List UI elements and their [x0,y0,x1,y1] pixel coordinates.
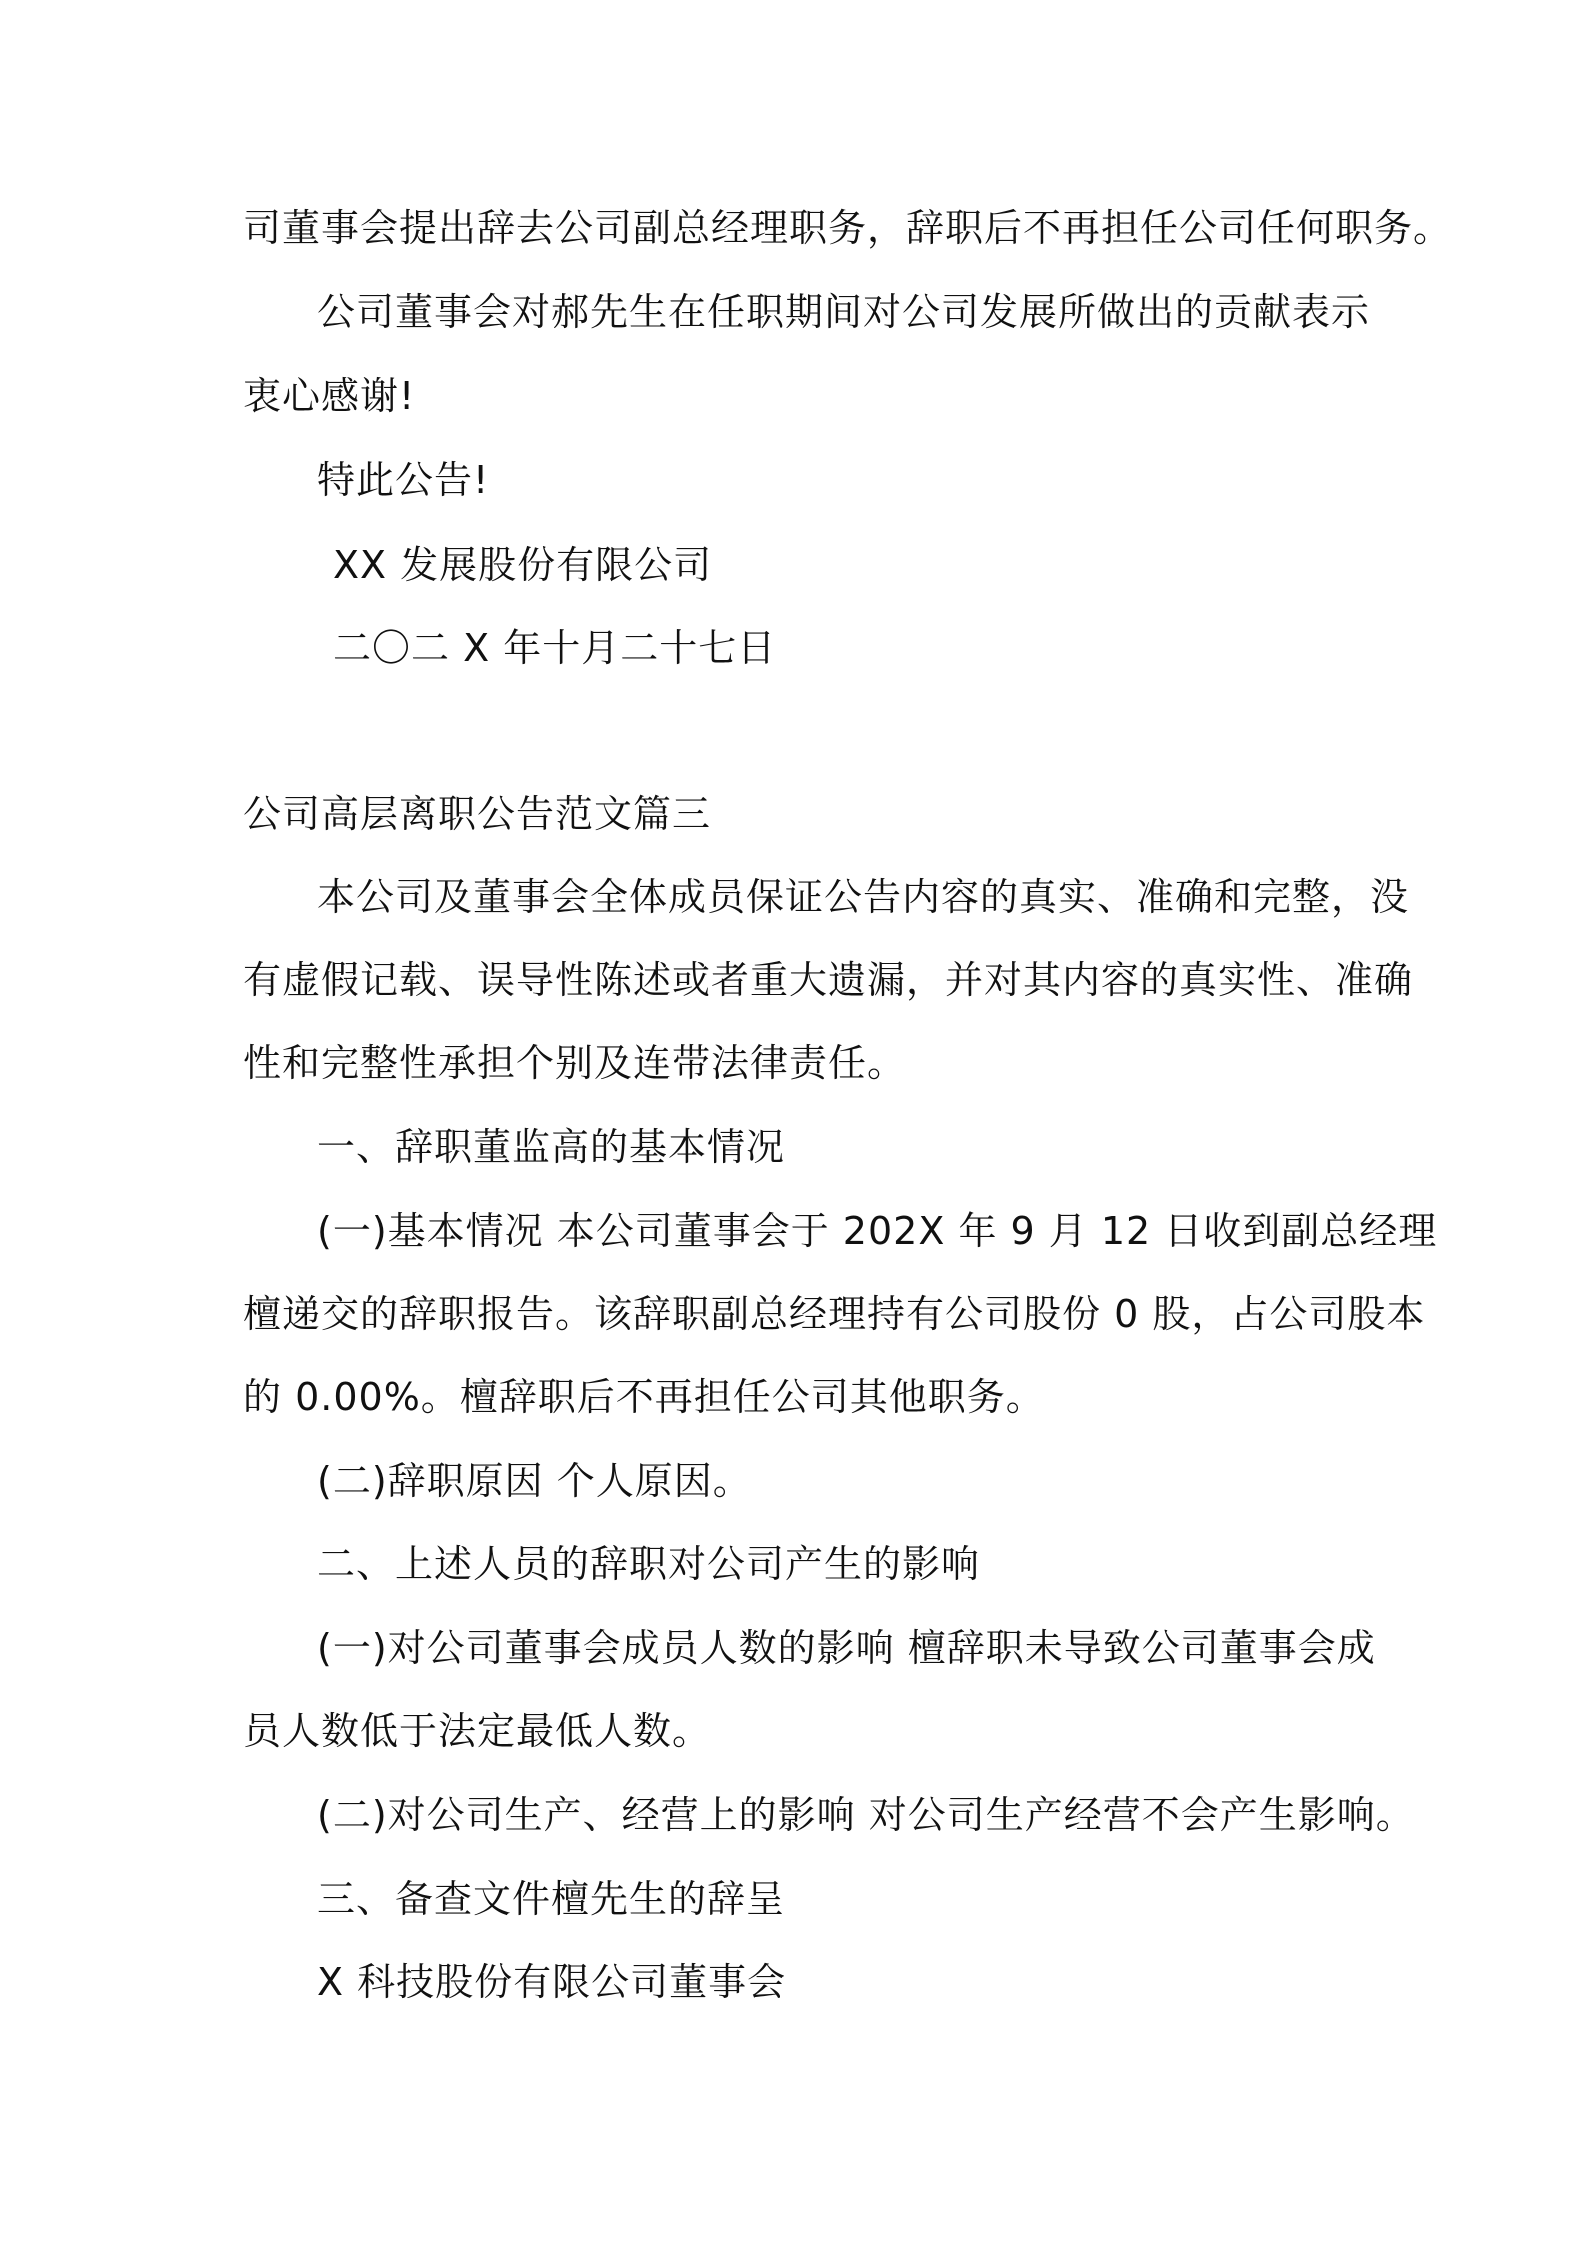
paragraph-line: 性和完整性承担个别及连带法律责任。 [243,1041,907,1085]
paragraph-line: 有虚假记载、误导性陈述或者重大遗漏，并对其内容的真实性、准确 [243,958,1414,1002]
heading-two: 二、上述人员的辞职对公司产生的影响 [317,1542,981,1586]
heading-three: 三、备查文件檀先生的辞呈 [317,1877,786,1921]
signature-board: X 科技股份有限公司董事会 [317,1960,787,2004]
paragraph-line: (一)对公司董事会成员人数的影响 檀辞职未导致公司董事会成 [317,1626,1376,1670]
paragraph-line: 司董事会提出辞去公司副总经理职务，辞职后不再担任公司任何职务。 [243,206,1453,250]
heading-one: 一、辞职董监高的基本情况 [317,1125,786,1169]
closing-text: 特此公告! [317,458,490,502]
signature-date: 二〇二 X 年十月二十七日 [333,626,777,670]
paragraph-line: (二)辞职原因 个人原因。 [317,1459,752,1503]
paragraph-line: 公司董事会对郝先生在任职期间对公司发展所做出的贡献表示 [317,290,1371,334]
section-title: 公司高层离职公告范文篇三 [243,792,712,836]
paragraph-line: 的 0.00%。檀辞职后不再担任公司其他职务。 [243,1375,1045,1419]
paragraph-line: 本公司及董事会全体成员保证公告内容的真实、准确和完整，没 [317,875,1410,919]
paragraph-line: (二)对公司生产、经营上的影响 对公司生产经营不会产生影响。 [317,1793,1415,1837]
paragraph-line: 衷心感谢! [243,374,416,418]
paragraph-line: 檀递交的辞职报告。该辞职副总经理持有公司股份 0 股，占公司股本 [243,1292,1426,1336]
paragraph-line: 员人数低于法定最低人数。 [243,1709,712,1753]
paragraph-line: (一)基本情况 本公司董事会于 202X 年 9 月 12 日收到副总经理 [317,1209,1438,1253]
signature-company: XX 发展股份有限公司 [333,543,713,587]
